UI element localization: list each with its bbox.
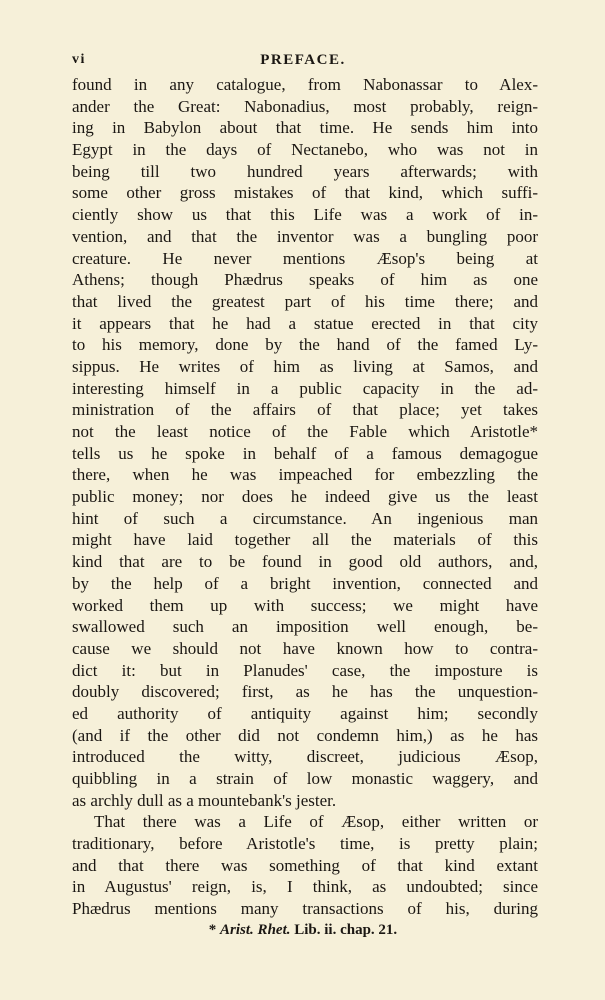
text-line: sippus. He writes of him as living at Samos, and bbox=[72, 356, 538, 376]
text-line: and that there was something of that kind extant bbox=[72, 855, 538, 875]
text-line: interesting himself in a public capacity in the ad- bbox=[72, 378, 538, 398]
text-line: vention, and that the inventor was a bungling poor bbox=[72, 226, 538, 246]
text-line: dict it: but in Planudes' case, the imposture is bbox=[72, 660, 538, 680]
text-line: hint of such a circumstance. An ingenious man bbox=[72, 508, 538, 528]
text-line: might have laid together all the materials of this bbox=[72, 530, 538, 550]
text-line: to his memory, done by the hand of the famed Ly- bbox=[72, 335, 538, 355]
text-line: ministration of the affairs of that place; yet takes bbox=[72, 400, 538, 420]
text-line: (and if the other did not condemn him,) as he has bbox=[72, 725, 538, 745]
text-line: public money; nor does he indeed give us the least bbox=[72, 487, 538, 507]
text-line: swallowed such an imposition well enough, be- bbox=[72, 617, 538, 637]
text-line: creature. He never mentions Æsop's being at bbox=[72, 248, 538, 268]
text-line: in Augustus' reign, is, I think, as undoubted; since bbox=[72, 877, 538, 897]
text-line: worked them up with success; we might have bbox=[72, 595, 538, 615]
text-line: That there was a Life of Æsop, either written or bbox=[94, 812, 538, 832]
footnote-mark: * bbox=[208, 922, 217, 938]
text-line: found in any catalogue, from Nabonassar to Alex- bbox=[72, 75, 538, 94]
text-line: introduced the witty, discreet, judicious Æsop, bbox=[72, 747, 538, 767]
text-line: being till two hundred years afterwards; with bbox=[72, 161, 538, 181]
text-line: ander the Great: Nabonadius, most probably, reign- bbox=[72, 96, 538, 116]
text-line: traditionary, before Aristotle's time, is pretty plain; bbox=[72, 834, 538, 854]
text-line: Phædrus mentions many transactions of his, during bbox=[72, 899, 538, 919]
running-head bbox=[72, 52, 534, 74]
page-title: PREFACE. bbox=[260, 52, 346, 68]
text-line: it appears that he had a statue erected in that city bbox=[72, 313, 538, 333]
text-line: ing in Babylon about that time. He sends him into bbox=[72, 118, 538, 138]
text-line: quibbling in a strain of low monastic waggery, and bbox=[72, 769, 538, 788]
text-line: ed authority of antiquity against him; secondly bbox=[72, 703, 538, 723]
body-text bbox=[72, 74, 538, 920]
text-line: not the least notice of the Fable which Aristotle* bbox=[72, 422, 538, 441]
text-line: Egypt in the days of Nectanebo, who was not in bbox=[72, 140, 538, 160]
text-line: Athens; though Phædrus speaks of him as one bbox=[72, 270, 538, 290]
text-line: cause we should not have known how to contra- bbox=[72, 638, 538, 658]
text-line: that lived the greatest part of his time there; and bbox=[72, 291, 538, 311]
text-line: kind that are to be found in good old authors, and, bbox=[72, 552, 538, 572]
text-line: some other gross mistakes of that kind, which suffi- bbox=[72, 183, 538, 203]
page-number: vi bbox=[72, 52, 86, 67]
text-line: tells us he spoke in behalf of a famous demagogue bbox=[72, 443, 538, 463]
footnote-source: Arist. Rhet. bbox=[220, 922, 291, 938]
text-line: as archly dull as a mountebank's jester. bbox=[72, 790, 337, 810]
text-line: ciently show us that this Life was a work of in- bbox=[72, 205, 538, 225]
text-line: doubly discovered; first, as he has the unquestion- bbox=[72, 682, 538, 702]
footnote bbox=[72, 922, 534, 939]
text-line: there, when he was impeached for embezzling the bbox=[72, 465, 538, 485]
text-line: by the help of a bright invention, connected and bbox=[72, 573, 538, 593]
footnote-reference: Lib. ii. chap. 21. bbox=[294, 922, 398, 938]
